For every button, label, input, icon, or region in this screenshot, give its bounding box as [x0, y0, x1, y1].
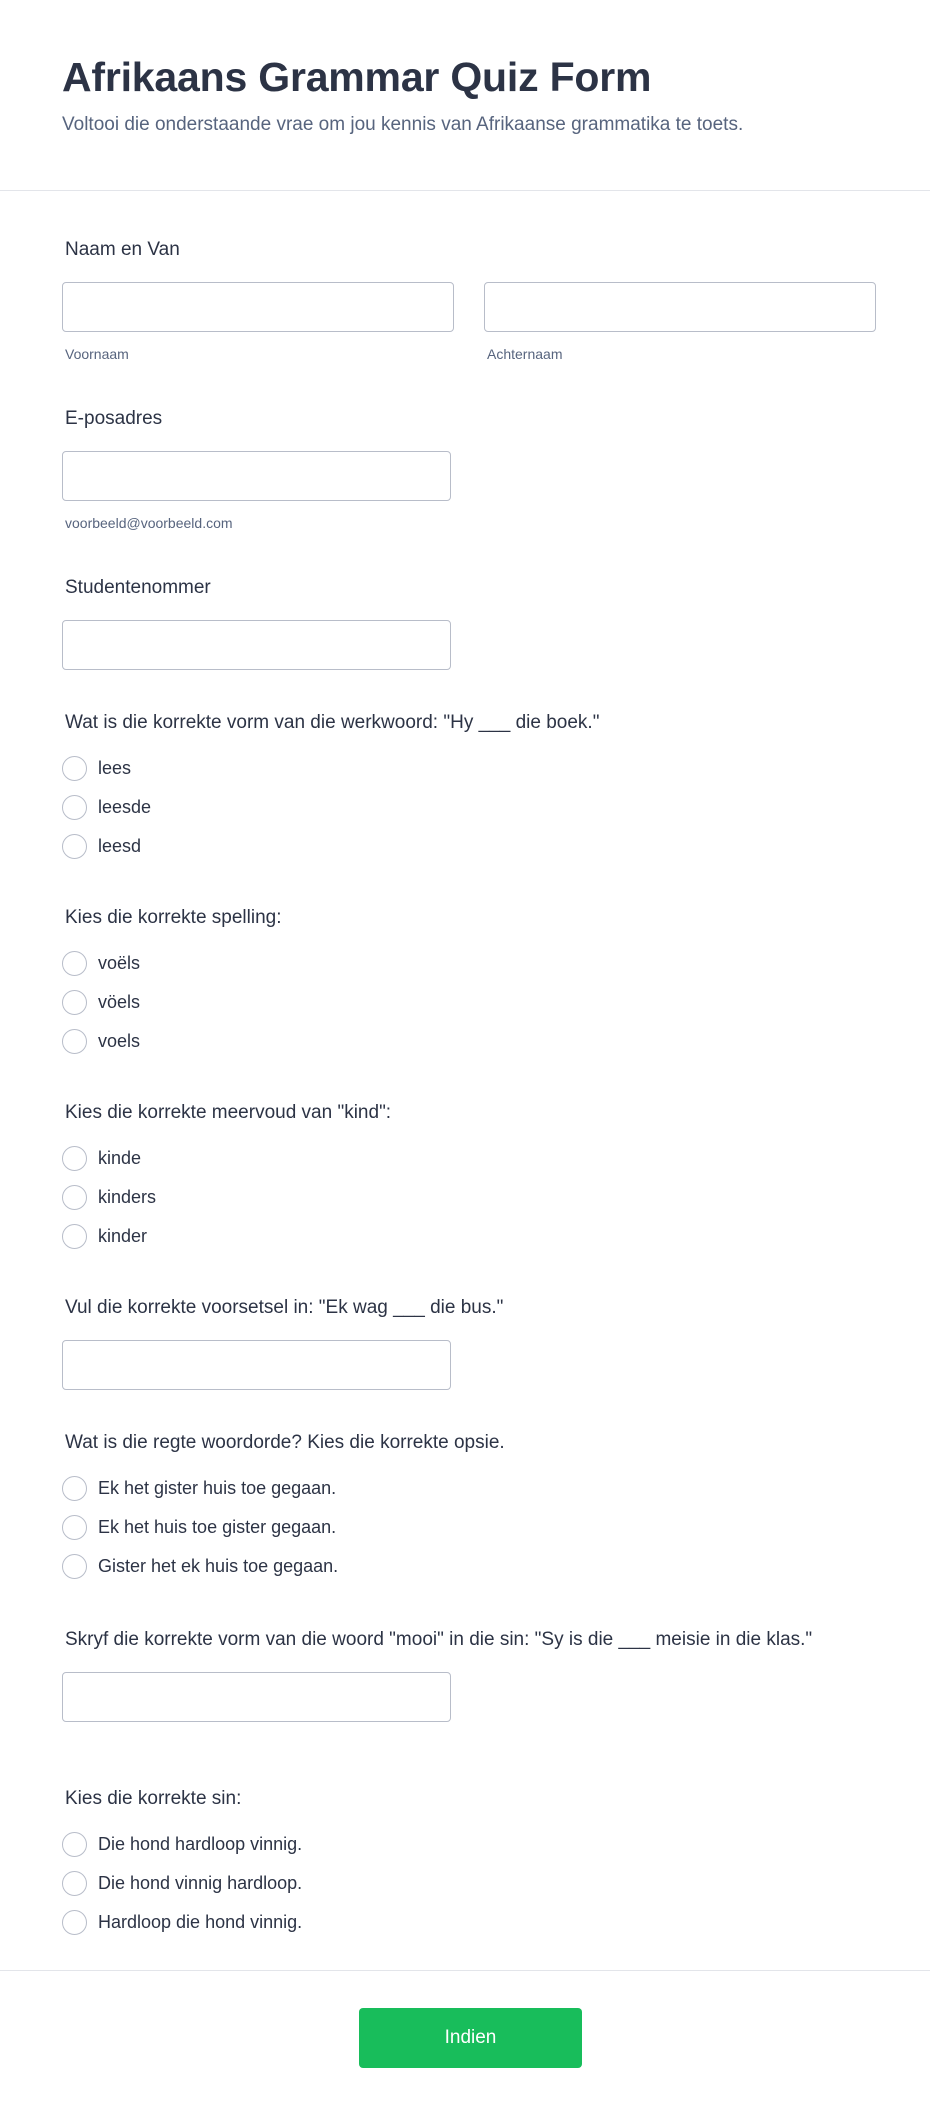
plural-options [62, 1139, 391, 1256]
radio-button[interactable] [62, 990, 87, 1015]
verb-option[interactable] [62, 827, 599, 866]
radio-button[interactable] [62, 1476, 87, 1501]
spelling-options [62, 944, 282, 1061]
form-subtitle: Voltooi die onderstaande vrae om jou kennis van Afrikaanse grammatika te toets. [62, 114, 744, 136]
option-label: kinder [98, 1225, 148, 1246]
option-label: Gister het ek huis toe gegaan. [98, 1555, 339, 1576]
word-order-question [62, 1430, 505, 1586]
submit-button[interactable]: Indien [359, 2008, 582, 2068]
email-sublabel: voorbeeld@voorbeeld.com [65, 514, 233, 531]
plural-option[interactable] [62, 1139, 391, 1178]
verb-option[interactable] [62, 788, 599, 827]
radio-button[interactable] [62, 1185, 87, 1210]
spelling-option[interactable] [62, 1022, 282, 1061]
form-header [0, 0, 930, 191]
verb-question [62, 710, 599, 866]
first-name-sublabel: Voornaam [65, 345, 129, 362]
option-label: kinde [98, 1147, 142, 1168]
student-number-label: Studentenommer [65, 577, 211, 598]
sentence-options [62, 1825, 302, 1942]
preposition-question-label: Vul die korrekte voorsetsel in: "Ek wag ___ die bus." [65, 1297, 504, 1318]
last-name-sublabel: Achternaam [487, 345, 563, 362]
option-label: Die hond vinnig hardloop. [98, 1872, 303, 1893]
option-label: voels [98, 1030, 141, 1051]
name-question [62, 237, 876, 362]
option-label: leesde [98, 796, 152, 817]
student-number-input[interactable] [62, 620, 451, 670]
word-order-options [62, 1469, 505, 1586]
word-order-question-label: Wat is die regte woordorde? Kies die korrekte opsie. [65, 1432, 505, 1453]
sentence-question [62, 1786, 302, 1942]
radio-button[interactable] [62, 1554, 87, 1579]
radio-button[interactable] [62, 1029, 87, 1054]
student-number-question [62, 575, 451, 670]
radio-button[interactable] [62, 1871, 87, 1896]
word-order-option[interactable] [62, 1508, 505, 1547]
word-order-option[interactable] [62, 1469, 505, 1508]
word-order-option[interactable] [62, 1547, 505, 1586]
email-question [62, 406, 451, 531]
last-name-input[interactable] [484, 282, 876, 332]
spelling-option[interactable] [62, 983, 282, 1022]
radio-button[interactable] [62, 1910, 87, 1935]
option-label: lees [98, 757, 132, 778]
name-label: Naam en Van [65, 239, 180, 260]
preposition-question [62, 1295, 503, 1390]
mooi-question-label: Skryf die korrekte vorm van die woord "mooi" in die sin: "Sy is die ___ meisie in die klas." [65, 1629, 813, 1650]
option-label: Ek het huis toe gister gegaan. [98, 1516, 337, 1537]
plural-question-label: Kies die korrekte meervoud van "kind": [65, 1102, 392, 1123]
option-label: kinders [98, 1186, 157, 1207]
option-label: Hardloop die hond vinnig. [98, 1911, 303, 1932]
option-label: voëls [98, 952, 141, 973]
sentence-option[interactable] [62, 1903, 302, 1942]
mooi-input[interactable] [62, 1672, 451, 1722]
radio-button[interactable] [62, 834, 87, 859]
radio-button[interactable] [62, 795, 87, 820]
option-label: vöels [98, 991, 141, 1012]
plural-option[interactable] [62, 1178, 391, 1217]
verb-options [62, 749, 599, 866]
verb-question-label: Wat is die korrekte vorm van die werkwoord: "Hy ___ die boek." [65, 712, 600, 733]
form-footer [0, 1970, 930, 2115]
email-input[interactable] [62, 451, 451, 501]
sentence-question-label: Kies die korrekte sin: [65, 1788, 242, 1809]
plural-option[interactable] [62, 1217, 391, 1256]
radio-button[interactable] [62, 1832, 87, 1857]
spelling-question [62, 905, 282, 1061]
radio-button[interactable] [62, 1515, 87, 1540]
sentence-option[interactable] [62, 1825, 302, 1864]
radio-button[interactable] [62, 951, 87, 976]
radio-button[interactable] [62, 1224, 87, 1249]
radio-button[interactable] [62, 756, 87, 781]
plural-question [62, 1100, 391, 1256]
option-label: Die hond hardloop vinnig. [98, 1833, 303, 1854]
option-label: leesd [98, 835, 142, 856]
spelling-question-label: Kies die korrekte spelling: [65, 907, 282, 928]
email-label: E-posadres [65, 408, 163, 429]
first-name-input[interactable] [62, 282, 454, 332]
preposition-input[interactable] [62, 1340, 451, 1390]
option-label: Ek het gister huis toe gegaan. [98, 1477, 337, 1498]
radio-button[interactable] [62, 1146, 87, 1171]
spelling-option[interactable] [62, 944, 282, 983]
mooi-question [62, 1627, 868, 1722]
verb-option[interactable] [62, 749, 599, 788]
sentence-option[interactable] [62, 1864, 302, 1903]
form-title: Afrikaans Grammar Quiz Form [62, 54, 652, 100]
